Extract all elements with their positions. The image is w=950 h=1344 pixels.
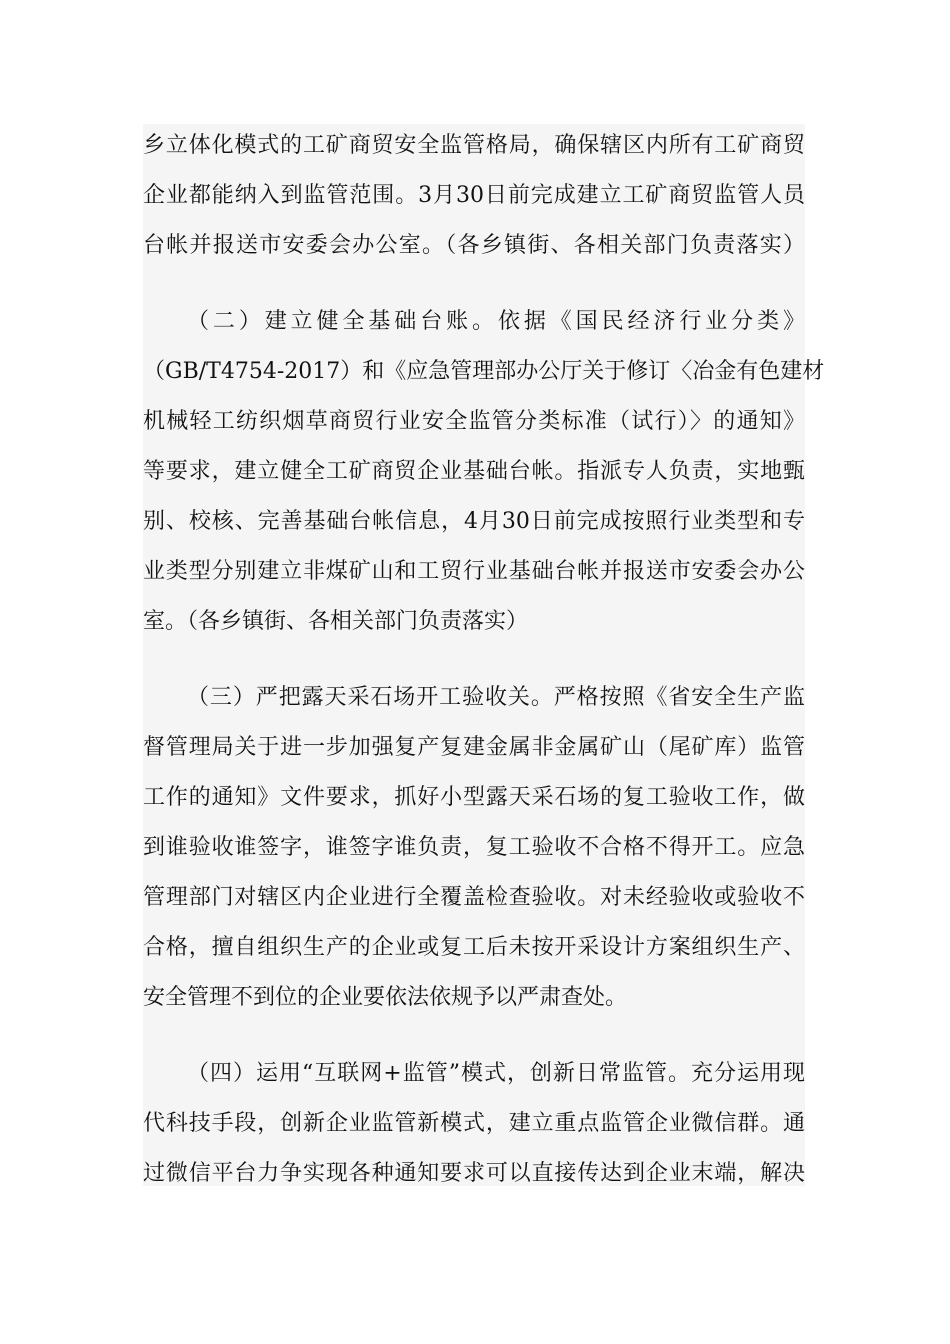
- paragraph-line: 工作的通知》文件要求，抓好小型露天采石场的复工验收工作，做: [143, 785, 805, 810]
- paragraph-line: 代科技手段，创新企业监管新模式，建立重点监管企业微信群。通: [143, 1111, 805, 1136]
- paragraph-line: 乡立体化模式的工矿商贸安全监管格局，确保辖区内所有工矿商贸: [143, 133, 805, 158]
- paragraph-line: 安全管理不到位的企业要依法依规予以严肃查处。: [143, 985, 628, 1010]
- paragraph-line: 合格，擅自组织生产的企业或复工后未按开采设计方案组织生产、: [143, 935, 805, 960]
- paragraph-line: 督管理局关于进一步加强复产复建金属非金属矿山（尾矿库）监管: [143, 735, 805, 760]
- paragraph-line: 业类型分别建立非煤矿山和工贸行业基础台帐并报送市安委会办公: [143, 559, 805, 584]
- paragraph-line: （GB/T4754-2017）和《应急管理部办公厅关于修订〈冶金有色建材: [143, 359, 825, 384]
- section-heading-line: （二）建立健全基础台账。依据《国民经济行业分类》: [187, 309, 805, 334]
- paragraph-line: 过微信平台力争实现各种通知要求可以直接传达到企业末端，解决: [143, 1161, 805, 1186]
- paragraph-line: 室。（各乡镇街、各相关部门负责落实）: [143, 609, 529, 634]
- paragraph-line: 台帐并报送市安委会办公室。（各乡镇街、各相关部门负责落实）: [143, 233, 805, 258]
- paragraph-line: 机械轻工纺织烟草商贸行业安全监管分类标准（试行）〉的通知》: [143, 409, 805, 434]
- document-body: [143, 124, 825, 1186]
- paragraph-line: 管理部门对辖区内企业进行全覆盖检查验收。对未经验收或验收不: [143, 885, 805, 910]
- section-heading-line: （四）运用“互联网+监管”模式，创新日常监管。充分运用现: [187, 1061, 805, 1086]
- section-heading-line: （三）严把露天采石场开工验收关。严格按照《省安全生产监: [187, 685, 805, 710]
- paragraph-line: 别、校核、完善基础台帐信息，4月30日前完成按照行业类型和专: [143, 509, 805, 534]
- paragraph-line: 等要求，建立健全工矿商贸企业基础台帐。指派专人负责，实地甄: [143, 459, 805, 484]
- paragraph-line: 到谁验收谁签字，谁签字谁负责，复工验收不合格不得开工。应急: [143, 835, 805, 860]
- paragraph-line: 企业都能纳入到监管范围。3月30日前完成建立工矿商贸监管人员: [143, 183, 805, 208]
